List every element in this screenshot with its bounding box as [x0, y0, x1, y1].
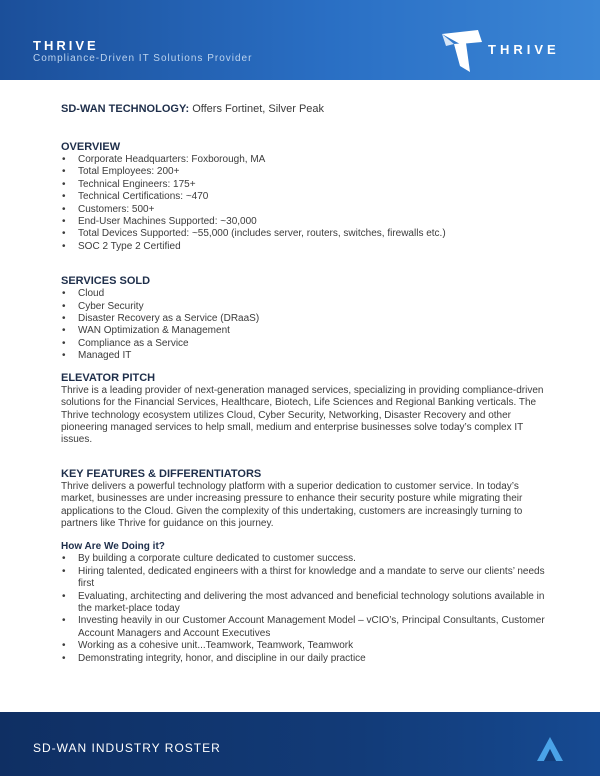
overview-item: • Technical Engineers: 175+: [61, 179, 546, 191]
services-item: • WAN Optimization & Management: [61, 325, 546, 337]
how-section: [61, 541, 546, 665]
pitch-heading: ELEVATOR PITCH: [61, 371, 156, 384]
overview-item: • Total Devices Supported: ~55,000 (includes server, routers, switches, firewalls etc.): [61, 228, 546, 240]
services-item: • Cyber Security: [61, 301, 546, 313]
overview-heading: OVERVIEW: [61, 141, 121, 153]
services-section: [61, 275, 546, 362]
how-item: • Evaluating, architecting and delivering the most advanced and beneficial technology solutions available in the market-place today: [61, 591, 546, 616]
how-item: • Working as a cohesive unit...Teamwork, Teamwork, Teamwork: [61, 640, 546, 652]
services-list: [61, 288, 546, 362]
thrive-logo-icon: [440, 28, 484, 74]
thrive-logo: [440, 28, 570, 74]
overview-list: [61, 154, 546, 253]
how-item: • Investing heavily in our Customer Account Management Model – vCIO’s, Principal Consultants, Customer Account Managers and Account Executives: [61, 615, 546, 640]
features-paragraph: Thrive delivers a powerful technology platform with a superior dedication to customer service. In today’s market, businesses are under increasing pressure to enhance their security posture while migrating their applications to the Cloud. Given the complexity of this undertaking, customers are increasingly turning to partners like Thrive for guidance on this journey.: [61, 480, 523, 529]
services-heading: SERVICES SOLD: [61, 275, 151, 288]
overview-item: • Customers: 500+: [61, 204, 546, 216]
sdwan-value: Offers Fortinet, Silver Peak: [192, 103, 325, 115]
overview-item: • Technical Certifications: ~470: [61, 191, 546, 203]
overview-item: • SOC 2 Type 2 Certified: [61, 241, 546, 253]
main-content: [61, 103, 546, 665]
overview-item: • Corporate Headquarters: Foxborough, MA: [61, 154, 546, 166]
services-item: • Cloud: [61, 288, 546, 300]
how-item: • By building a corporate culture dedicated to customer success.: [61, 553, 546, 565]
how-list: [61, 553, 546, 665]
how-item: • Hiring talented, dedicated engineers with a thirst for knowledge and a mandate to serve our clients’ needs first: [61, 566, 546, 591]
services-item: • Disaster Recovery as a Service (DRaaS): [61, 313, 546, 325]
chevron-up-icon: [536, 736, 564, 762]
company-title: THRIVE: [33, 38, 99, 53]
footer-title: SD-WAN INDUSTRY ROSTER: [33, 741, 221, 755]
services-item: • Compliance as a Service: [61, 338, 546, 350]
header-banner: [0, 0, 600, 80]
pitch-section: [61, 372, 546, 447]
how-heading: How Are We Doing it?: [61, 541, 165, 553]
sdwan-label: SD-WAN TECHNOLOGY:: [61, 103, 190, 115]
footer-banner: [0, 712, 600, 776]
company-subtitle: Compliance-Driven IT Solutions Provider: [33, 53, 253, 64]
services-item: • Managed IT: [61, 350, 546, 362]
sdwan-technology-line: [61, 103, 546, 115]
how-item: • Demonstrating integrity, honor, and discipline in our daily practice: [61, 653, 546, 665]
overview-section: [61, 141, 546, 253]
features-section: [61, 468, 546, 531]
thrive-logo-wordmark: THRIVE: [488, 42, 560, 57]
pitch-paragraph: Thrive is a leading provider of next-generation managed services, specializing in providing compliance-driven solutions for the Financial Services, Healthcare, Biotech, Life Sciences and Regional Banking verticals. The Thrive technology ecosystem utilizes Cloud, Cyber Security, Networking, Disaster Recovery and other pioneering managed services to help small, medium and enterprise businesses solve today’s complex IT issues.: [61, 384, 544, 446]
overview-item: • Total Employees: 200+: [61, 166, 546, 178]
overview-item: • End-User Machines Supported: ~30,000: [61, 216, 546, 228]
features-heading: KEY FEATURES & DIFFERENTIATORS: [61, 467, 262, 480]
